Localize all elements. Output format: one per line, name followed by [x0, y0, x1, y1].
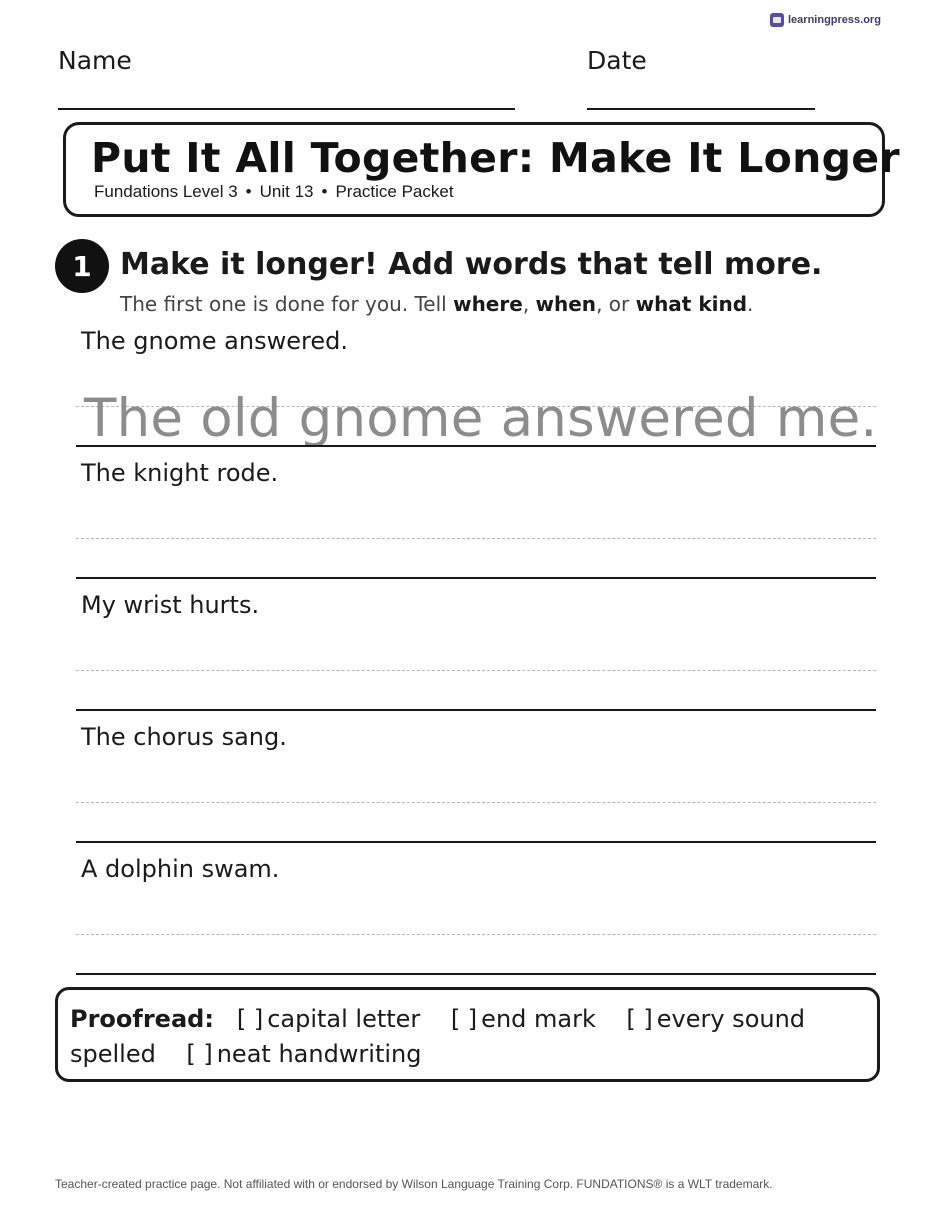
instruction-text: The first one is done for you. Tell — [120, 292, 454, 316]
brand-text: learningpress.org — [788, 14, 881, 26]
example-answer: The old gnome answered me. — [84, 388, 878, 449]
checkbox[interactable]: [ ] — [450, 1005, 478, 1033]
section-instruction — [120, 292, 753, 316]
midline-dashed — [76, 934, 876, 935]
instruction-what-kind: what kind — [635, 292, 748, 316]
subtitle-packet: Practice Packet — [335, 182, 454, 201]
date-label: Date — [587, 46, 647, 75]
instruction-text: , — [522, 292, 536, 316]
checklist-item[interactable] — [186, 1040, 421, 1068]
instruction-text: , or — [596, 292, 636, 316]
checklist-item[interactable] — [237, 1005, 420, 1033]
prompt-sentence-1: The gnome answered. — [81, 327, 348, 355]
midline-dashed — [76, 538, 876, 539]
page-title: Put It All Together: Make It Longer — [91, 134, 900, 182]
subtitle-separator: • — [245, 182, 252, 201]
subtitle-unit: Unit 13 — [259, 182, 314, 201]
writing-line-3[interactable] — [76, 709, 876, 711]
proofread-label: Proofread: — [70, 1005, 214, 1033]
subtitle-separator: • — [321, 182, 328, 201]
checkbox[interactable]: [ ] — [626, 1005, 653, 1033]
name-line[interactable] — [58, 108, 515, 110]
prompt-sentence-3: My wrist hurts. — [81, 591, 260, 619]
section-heading: Make it longer! Add words that tell more. — [120, 247, 823, 282]
prompt-sentence-2: The knight rode. — [81, 459, 279, 487]
page-subtitle — [94, 182, 454, 202]
writing-line-4[interactable] — [76, 841, 876, 843]
instruction-where: where — [453, 292, 523, 316]
instruction-text: . — [747, 292, 754, 316]
writing-line-1[interactable] — [76, 445, 876, 447]
checkbox[interactable]: [ ] — [236, 1005, 264, 1033]
instruction-when: when — [535, 292, 597, 316]
footer-disclaimer: Teacher-created practice page. Not affiliated with or endorsed by Wilson Language Training Corp. FUNDATIONS® is a WLT trademark. — [55, 1177, 773, 1191]
checkbox[interactable]: [ ] — [186, 1040, 213, 1068]
checklist-label: neat handwriting — [216, 1040, 422, 1068]
brand-logo — [770, 13, 881, 27]
midline-dashed — [76, 670, 876, 671]
checklist-item[interactable] — [451, 1005, 596, 1033]
midline-dashed — [76, 802, 876, 803]
checklist-label: end mark — [481, 1005, 596, 1033]
title-box — [63, 122, 900, 217]
writing-line-5[interactable] — [76, 973, 876, 975]
book-icon — [770, 13, 784, 27]
checklist-label: capital letter — [267, 1005, 421, 1033]
checklist-label: every sound spelled — [70, 1005, 806, 1068]
proofread-box — [55, 987, 880, 1082]
name-label: Name — [58, 46, 132, 75]
prompt-sentence-5: A dolphin swam. — [81, 855, 280, 883]
date-line[interactable] — [587, 108, 815, 110]
prompt-sentence-4: The chorus sang. — [81, 723, 287, 751]
subtitle-level: Fundations Level 3 — [94, 182, 238, 201]
section-number-badge: 1 — [55, 239, 109, 293]
writing-line-2[interactable] — [76, 577, 876, 579]
